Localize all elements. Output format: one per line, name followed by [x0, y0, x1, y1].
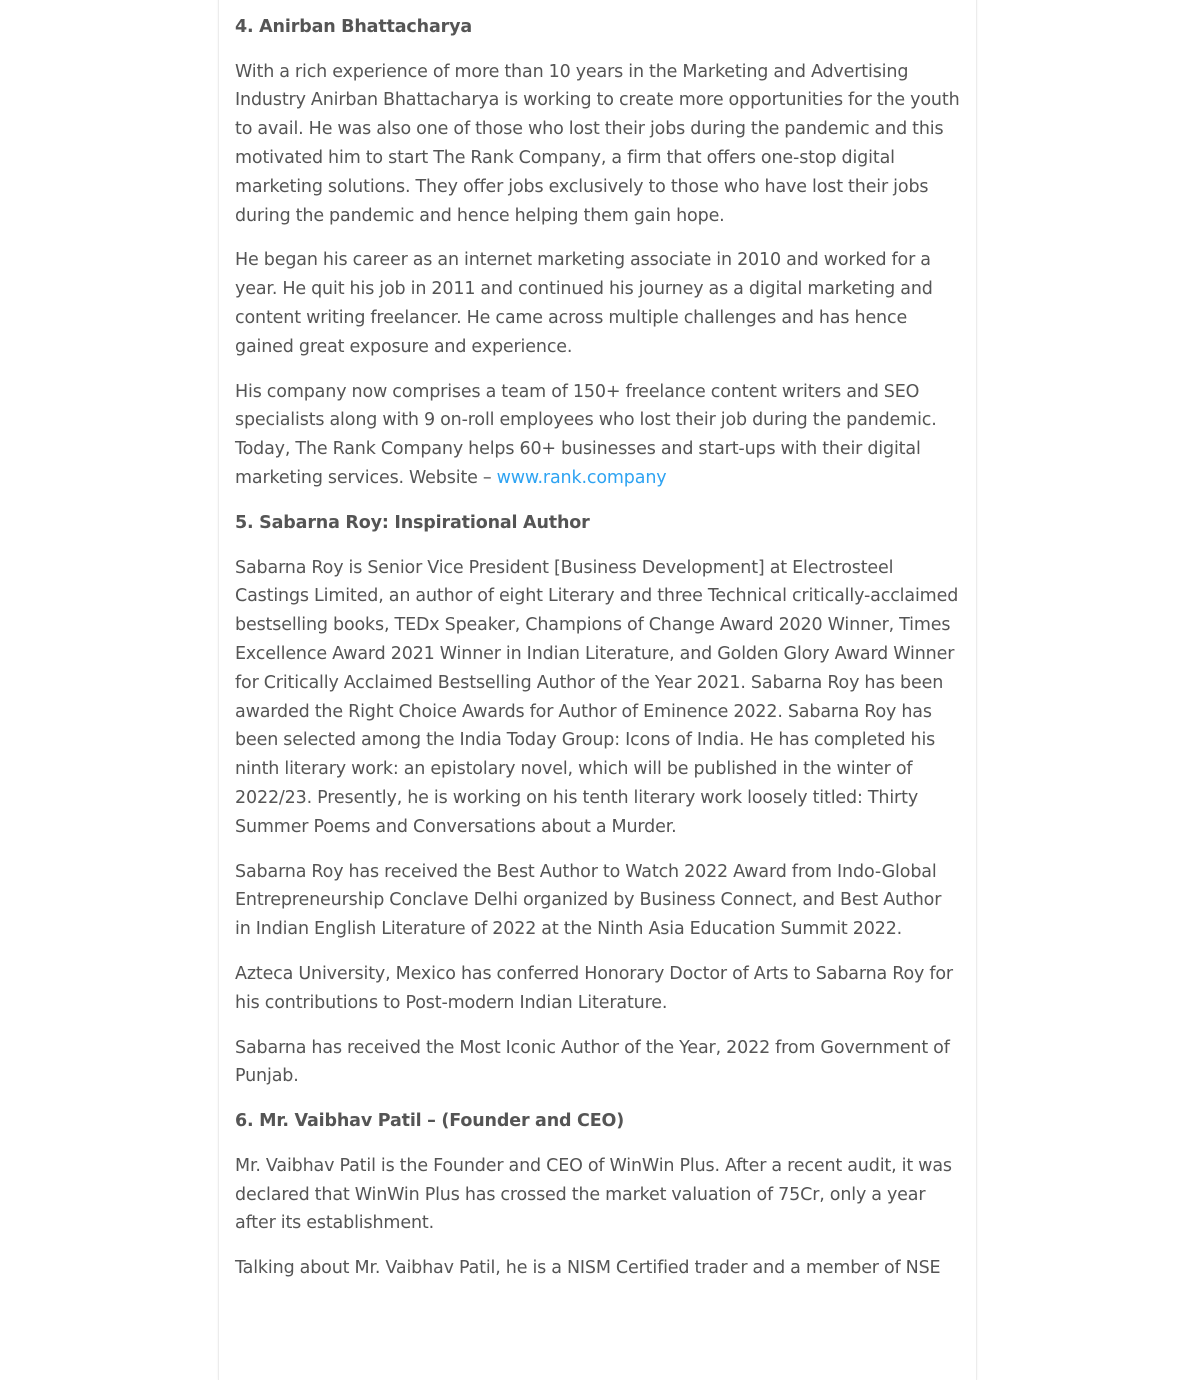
section-6-paragraph-2: Talking about Mr. Vaibhav Patil, he is a NISM Certified trader and a member of NSE	[235, 1258, 941, 1279]
section-5-paragraph-1: Sabarna Roy is Senior Vice President [Business Development] at Electrosteel Castings Limited, an author of eight Literary and three Technical critically-acclaimed bestselling books, TEDx Speaker, Champions of Change Award 2020 Winner, Times Excellence Award 2021 Winner in Indian Literature, and Golden Glory Award Winner for Critically Acclaimed Bestselling Author of the Year 2021. Sabarna Roy has been awarded the Right Choice Awards for Author of Eminence 2022. Sabarna Roy has been selected among the India Today Group: Icons of India. He has completed his ninth literary work: an epistolary novel, which will be published in the winter of 2022/23. Presently, he is working on his tenth literary work loosely titled: Thirty Summer Poems and Conversations about a Murder.	[235, 557, 959, 837]
rank-company-website-link[interactable]: www.rank.company	[496, 467, 667, 488]
section-5-paragraph-2: Sabarna Roy has received the Best Author to Watch 2022 Award from Indo-Global Entrepreneurship Conclave Delhi organized by Business Connect, and Best Author in Indian English Literature of 2022 at the Ninth Asia Education Summit 2022.	[235, 861, 942, 940]
section-4-paragraph-2: He began his career as an internet marketing associate in 2010 and worked for a year. He quit his job in 2011 and continued his journey as a digital marketing and content writing freelancer. He came across multiple challenges and has hence gained great exposure and experience.	[235, 250, 933, 357]
section-heading-6: 6. Mr. Vaibhav Patil – (Founder and CEO)	[235, 1111, 625, 1132]
section-heading-4: 4. Anirban Bhattacharya	[235, 16, 473, 37]
section-4-paragraph-3-text: His company now comprises a team of 150+ freelance content writers and SEO specialists along with 9 on-roll employees who lost their job during the pandemic. Today, The Rank Company helps 60+ businesses and start-ups with their digital marketing services. Website –	[235, 381, 937, 488]
section-5-paragraph-3: Azteca University, Mexico has conferred Honorary Doctor of Arts to Sabarna Roy for his contributions to Post-modern Indian Literature.	[235, 963, 953, 1013]
section-5-paragraph-4: Sabarna has received the Most Iconic Author of the Year, 2022 from Government of Punjab.	[235, 1037, 950, 1087]
section-4-paragraph-3	[235, 378, 960, 493]
section-heading-5: 5. Sabarna Roy: Inspirational Author	[235, 512, 590, 533]
section-4-paragraph-1: With a rich experience of more than 10 years in the Marketing and Advertising Industry Anirban Bhattacharya is working to create more opportunities for the youth to avail. He was also one of those who lost their jobs during the pandemic and this motivated him to start The Rank Company, a firm that offers one-stop digital marketing solutions. They offer jobs exclusively to those who have lost their jobs during the pandemic and hence helping them gain hope.	[235, 61, 960, 226]
article-body	[235, 0, 960, 1299]
section-6-paragraph-1: Mr. Vaibhav Patil is the Founder and CEO of WinWin Plus. After a recent audit, it was declared that WinWin Plus has crossed the market valuation of 75Cr, only a year after its establishment.	[235, 1155, 952, 1234]
